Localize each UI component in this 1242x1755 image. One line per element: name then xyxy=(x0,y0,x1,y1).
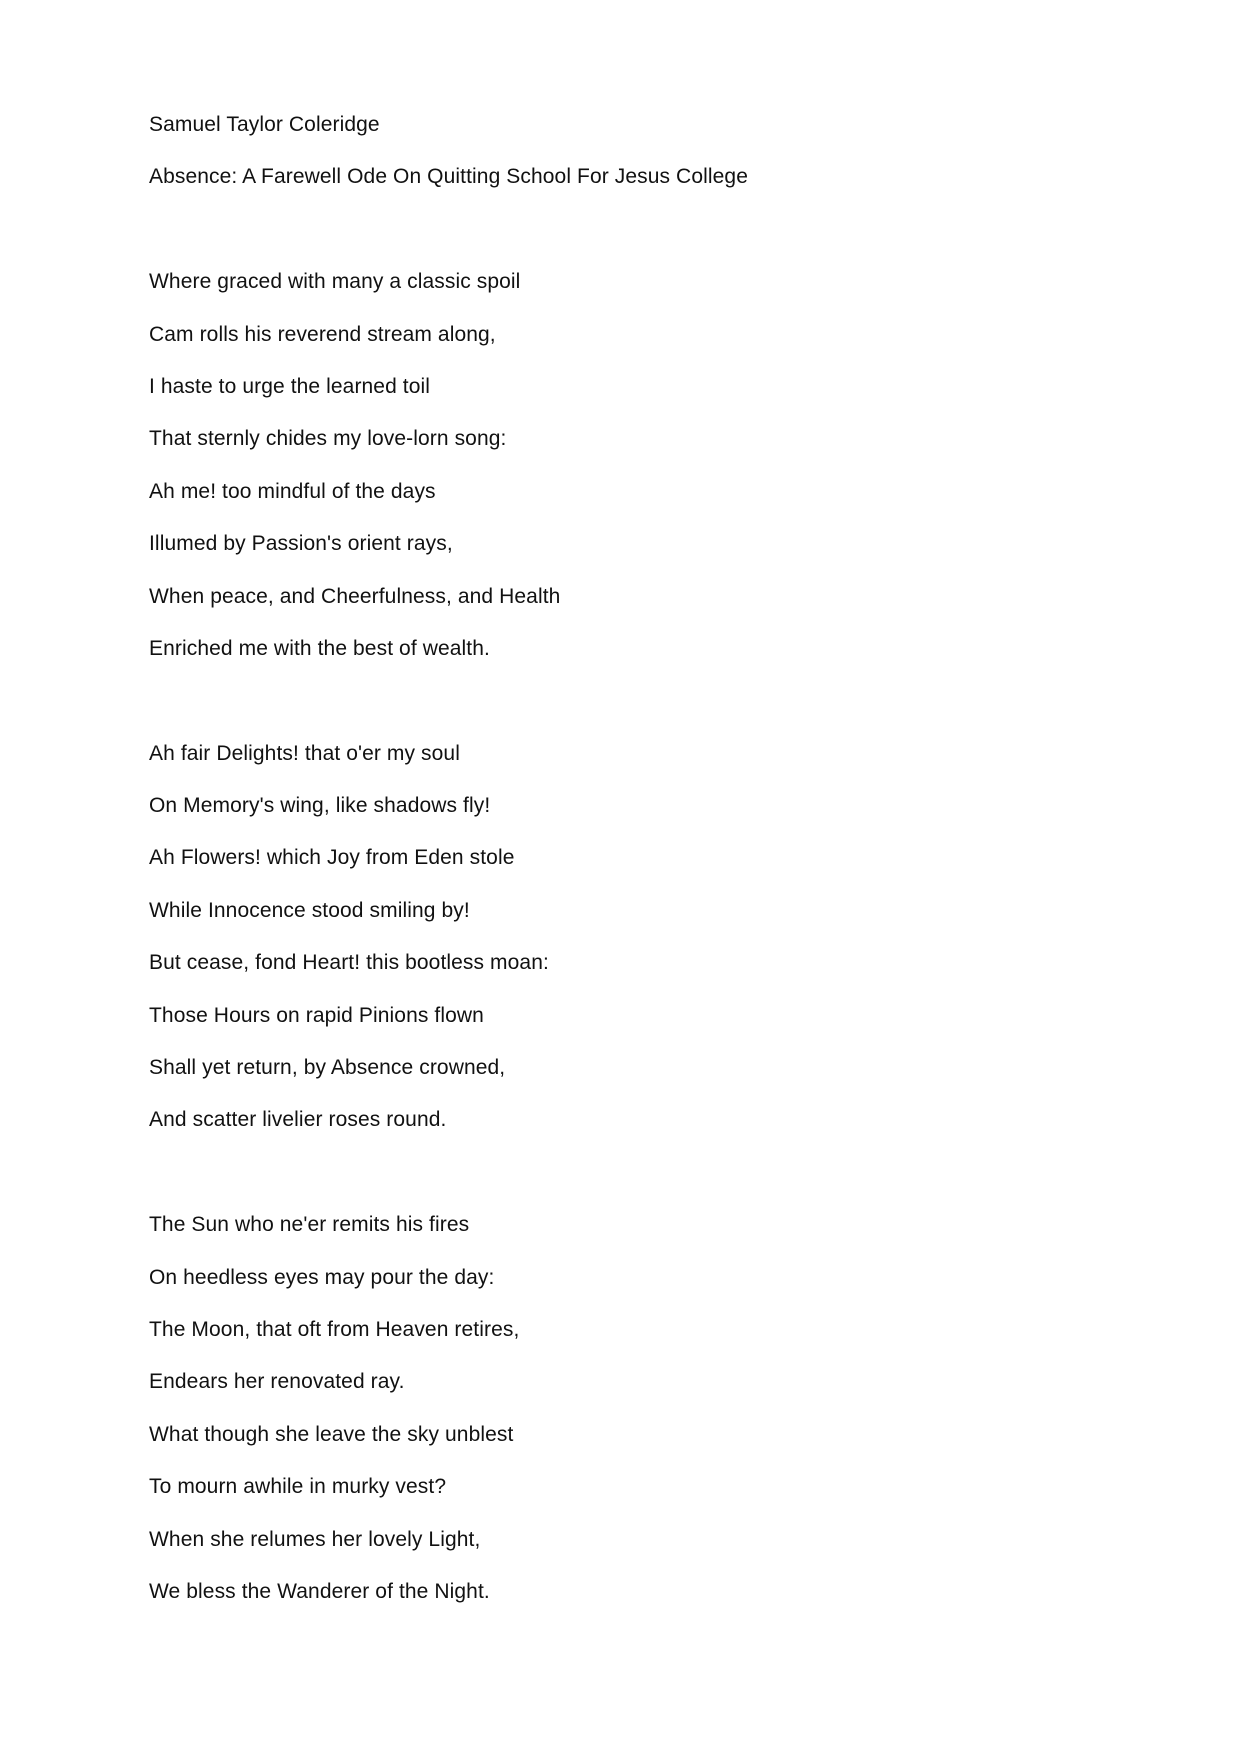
poem-line: On Memory's wing, like shadows fly! xyxy=(149,794,491,818)
poem-title: Absence: A Farewell Ode On Quitting School For Jesus College xyxy=(149,165,748,189)
poem-line: Enriched me with the best of wealth. xyxy=(149,636,490,660)
poem-line: When she relumes her lovely Light, xyxy=(149,1527,481,1551)
poem-line: Shall yet return, by Absence crowned, xyxy=(149,1056,506,1080)
poem-line: And scatter livelier roses round. xyxy=(149,1108,447,1132)
poem-line: Where graced with many a classic spoil xyxy=(149,270,521,294)
poem-line: We bless the Wanderer of the Night. xyxy=(149,1579,490,1603)
poem-line: I haste to urge the learned toil xyxy=(149,374,431,398)
poem-line: Endears her renovated ray. xyxy=(149,1370,405,1394)
blank-line xyxy=(149,217,1149,269)
poem-line: What though she leave the sky unblest xyxy=(149,1422,514,1446)
poem-line: While Innocence stood smiling by! xyxy=(149,898,470,922)
blank-line xyxy=(149,1160,1149,1212)
poem-line: Cam rolls his reverend stream along, xyxy=(149,322,496,346)
poem-line: The Moon, that oft from Heaven retires, xyxy=(149,1317,520,1341)
blank-line xyxy=(149,688,1149,740)
poem-line: But cease, fond Heart! this bootless moan: xyxy=(149,951,549,975)
stanza-3 xyxy=(149,1212,1149,1631)
stanza-1 xyxy=(149,269,1149,688)
author-name: Samuel Taylor Coleridge xyxy=(149,113,380,136)
poem-line: That sternly chides my love-lorn song: xyxy=(149,427,507,451)
stanza-2 xyxy=(149,741,1149,1160)
poem-line: The Sun who ne'er remits his fires xyxy=(149,1213,470,1237)
poem-line: On heedless eyes may pour the day: xyxy=(149,1265,495,1289)
poem-line: Illumed by Passion's orient rays, xyxy=(149,532,453,556)
poem-line: When peace, and Cheerfulness, and Health xyxy=(149,584,561,608)
poem-line: Ah me! too mindful of the days xyxy=(149,479,436,503)
poem-document xyxy=(149,112,1149,1631)
poem-line: To mourn awhile in murky vest? xyxy=(149,1475,447,1499)
poem-line: Ah fair Delights! that o'er my soul xyxy=(149,741,460,765)
poem-line: Those Hours on rapid Pinions flown xyxy=(149,1003,484,1027)
poem-line: Ah Flowers! which Joy from Eden stole xyxy=(149,846,515,870)
